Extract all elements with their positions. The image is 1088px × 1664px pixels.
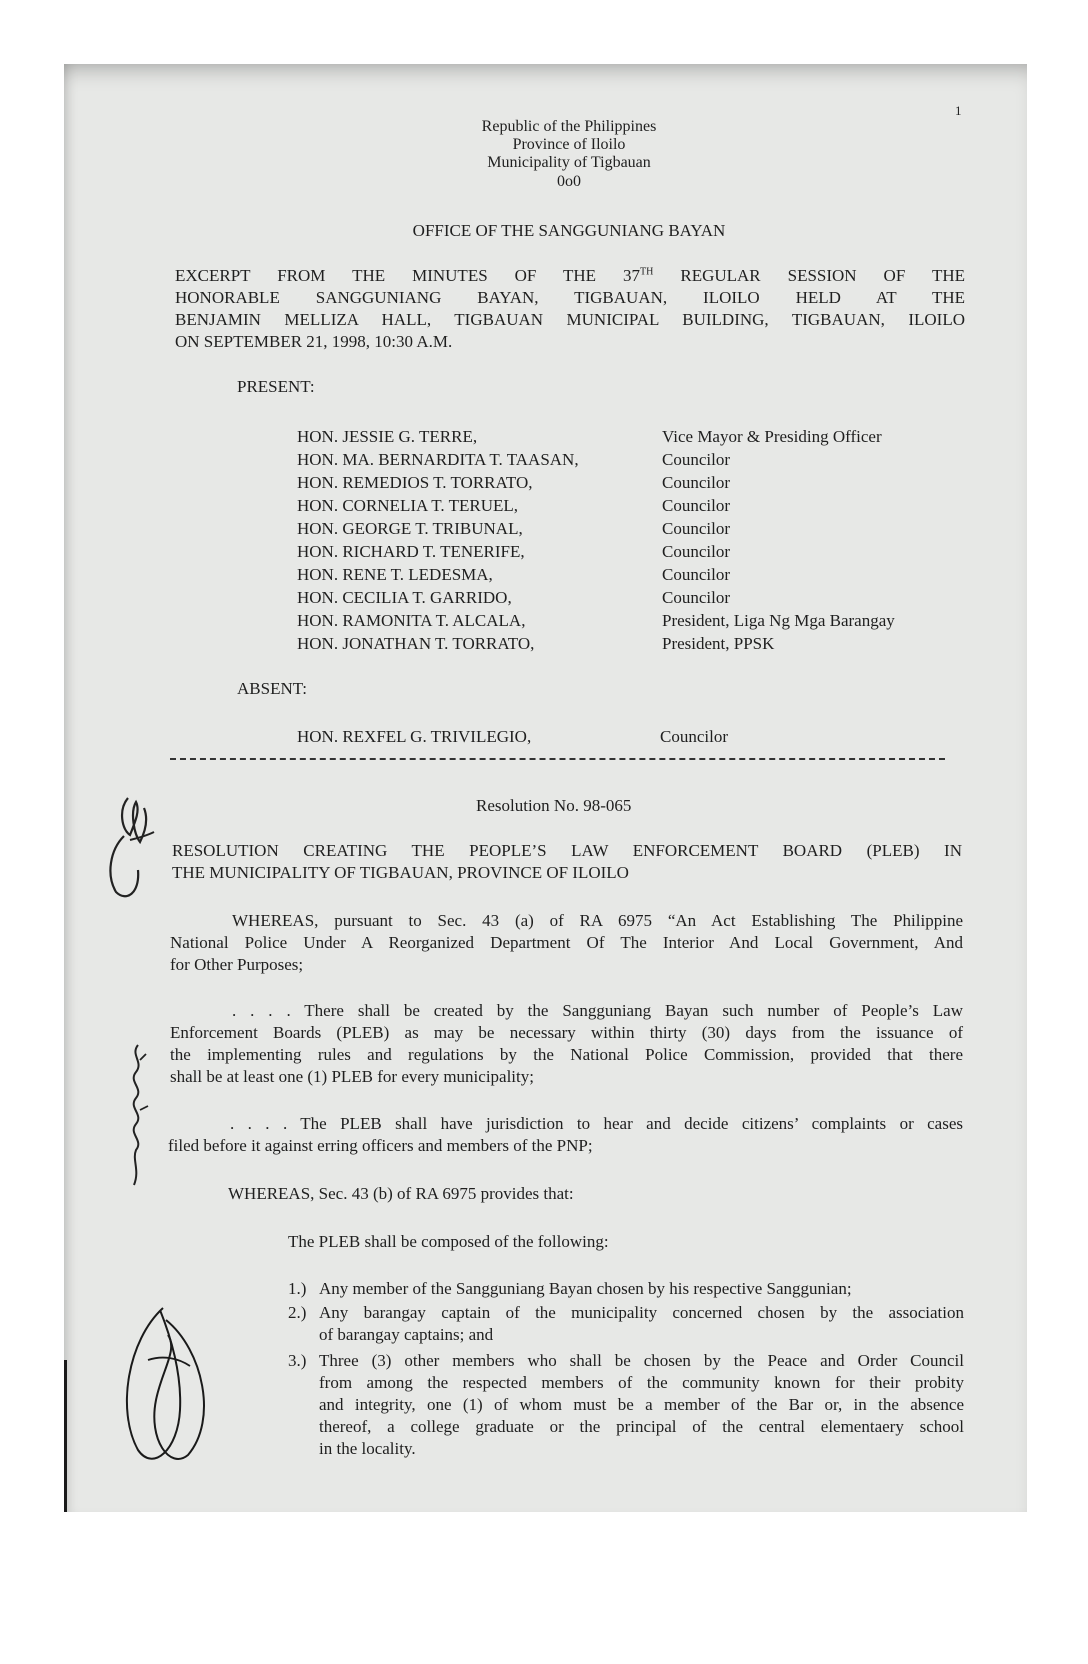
present-role: Councilor [662,473,730,492]
absent-name: HON. REXFEL G. TRIVILEGIO, [297,727,532,746]
margin-signature-initials [100,790,160,905]
quote-1-line-3: the implementing rules and regulations by the National Police Commission, provided that there [170,1045,963,1064]
list-item-number: 1.) [288,1279,307,1298]
present-label: PRESENT: [237,377,315,396]
present-role: Councilor [662,496,730,515]
section-divider [170,758,945,760]
present-name: HON. RAMONITA T. ALCALA, [297,611,526,630]
header-republic: Republic of the Philippines [481,118,657,135]
present-name: HON. CORNELIA T. TERUEL, [297,496,518,515]
present-name: HON. MA. BERNARDITA T. TAASAN, [297,450,579,469]
absent-role: Councilor [660,727,728,746]
list-item-line: from among the respected members of the community known for their probity [319,1373,964,1392]
letterhead [64,118,1074,198]
excerpt-line-1: EXCERPT FROM THE MINUTES OF THE 37TH REGULAR SESSION OF THE [175,266,965,285]
list-item-text [319,1302,964,1346]
whereas-1-line-2: National Police Under A Reorganized Department Of The Interior And Local Government, And [170,933,963,952]
page-number: 1 [955,103,962,118]
present-name: HON. REMEDIOS T. TORRATO, [297,473,533,492]
list-item-text [319,1350,964,1460]
quote-2-line-2: filed before it against erring officers and members of the PNP; [168,1136,593,1155]
header-municipality: Municipality of Tigbauan [487,154,651,171]
excerpt-heading [175,265,965,353]
excerpt-line-4: ON SEPTEMBER 21, 1998, 10:30 A.M. [175,332,453,351]
list-item-number: 3.) [288,1351,307,1370]
list-item-number: 2.) [288,1303,307,1322]
composition-intro: The PLEB shall be composed of the following: [288,1232,609,1251]
whereas-paragraph-1 [170,910,963,976]
list-item-line: Three (3) other members who shall be chosen by the Peace and Order Council [319,1351,964,1370]
present-role: Councilor [662,542,730,561]
whereas-1-line-3: for Other Purposes; [170,955,304,974]
list-item-line: and integrity, one (1) of whom must be a member of the Bar or, in the absence [319,1395,964,1414]
resolution-title [172,840,962,884]
present-role: Councilor [662,565,730,584]
list-item-text: Any member of the Sangguniang Bayan chosen by his respective Sanggunian; [319,1279,852,1298]
list-item-line: thereof, a college graduate or the principal of the central elementaery school [319,1417,964,1436]
quote-1-line-4: shall be at least one (1) PLEB for every municipality; [170,1067,534,1086]
quote-2-line-1: . . . . The PLEB shall have jurisdiction to hear and decide citizens’ complaints or cases [230,1114,963,1133]
page-edge [64,1360,67,1512]
margin-signature-loop [108,1300,228,1470]
present-name: HON. GEORGE T. TRIBUNAL, [297,519,523,538]
present-role: Councilor [662,450,730,469]
header-province: Province of Iloilo [512,136,626,153]
present-role: Vice Mayor & Presiding Officer [662,427,882,446]
list-item-line: of barangay captains; and [319,1325,494,1344]
whereas-1-line-1: WHEREAS, pursuant to Sec. 43 (a) of RA 6975 “An Act Establishing The Philippine [232,911,963,930]
absent-label: ABSENT: [237,679,307,698]
excerpt-line-3: BENJAMIN MELLIZA HALL, TIGBAUAN MUNICIPAL BUILDING, TIGBAUAN, ILOILO [175,310,965,329]
header-ornament: 0o0 [557,173,581,190]
resolution-title-line-2: THE MUNICIPALITY OF TIGBAUAN, PROVINCE OF ILOILO [172,863,629,882]
present-role: Councilor [662,588,730,607]
resolution-title-line-1: RESOLUTION CREATING THE PEOPLE’S LAW ENFORCEMENT BOARD (PLEB) IN [172,841,962,860]
quote-paragraph-2 [168,1113,963,1157]
list-item-line: in the locality. [319,1439,416,1458]
office-title: OFFICE OF THE SANGGUNIANG BAYAN [412,221,726,240]
present-name: HON. JONATHAN T. TORRATO, [297,634,535,653]
present-role: President, Liga Ng Mga Barangay [662,611,895,630]
present-role: Councilor [662,519,730,538]
quote-1-line-1: . . . . There shall be created by the Sangguniang Bayan such number of People’s Law [232,1001,963,1020]
present-name: HON. RENE T. LEDESMA, [297,565,493,584]
excerpt-line-2: HONORABLE SANGGUNIANG BAYAN, TIGBAUAN, ILOILO HELD AT THE [175,288,965,307]
present-role: President, PPSK [662,634,775,653]
quote-paragraph-1 [170,1000,963,1088]
present-name: HON. CECILIA T. GARRIDO, [297,588,512,607]
present-name: HON. RICHARD T. TENERIFE, [297,542,525,561]
resolution-number: Resolution No. 98-065 [476,796,632,815]
quote-1-line-2: Enforcement Boards (PLEB) as may be necessary within thirty (30) days from the issuance of [170,1023,963,1042]
list-item-line: Any barangay captain of the municipality concerned chosen by the association [319,1303,964,1322]
whereas-paragraph-2: WHEREAS, Sec. 43 (b) of RA 6975 provides that: [228,1184,574,1203]
margin-signature-vertical [118,1040,158,1190]
present-name: HON. JESSIE G. TERRE, [297,427,478,446]
